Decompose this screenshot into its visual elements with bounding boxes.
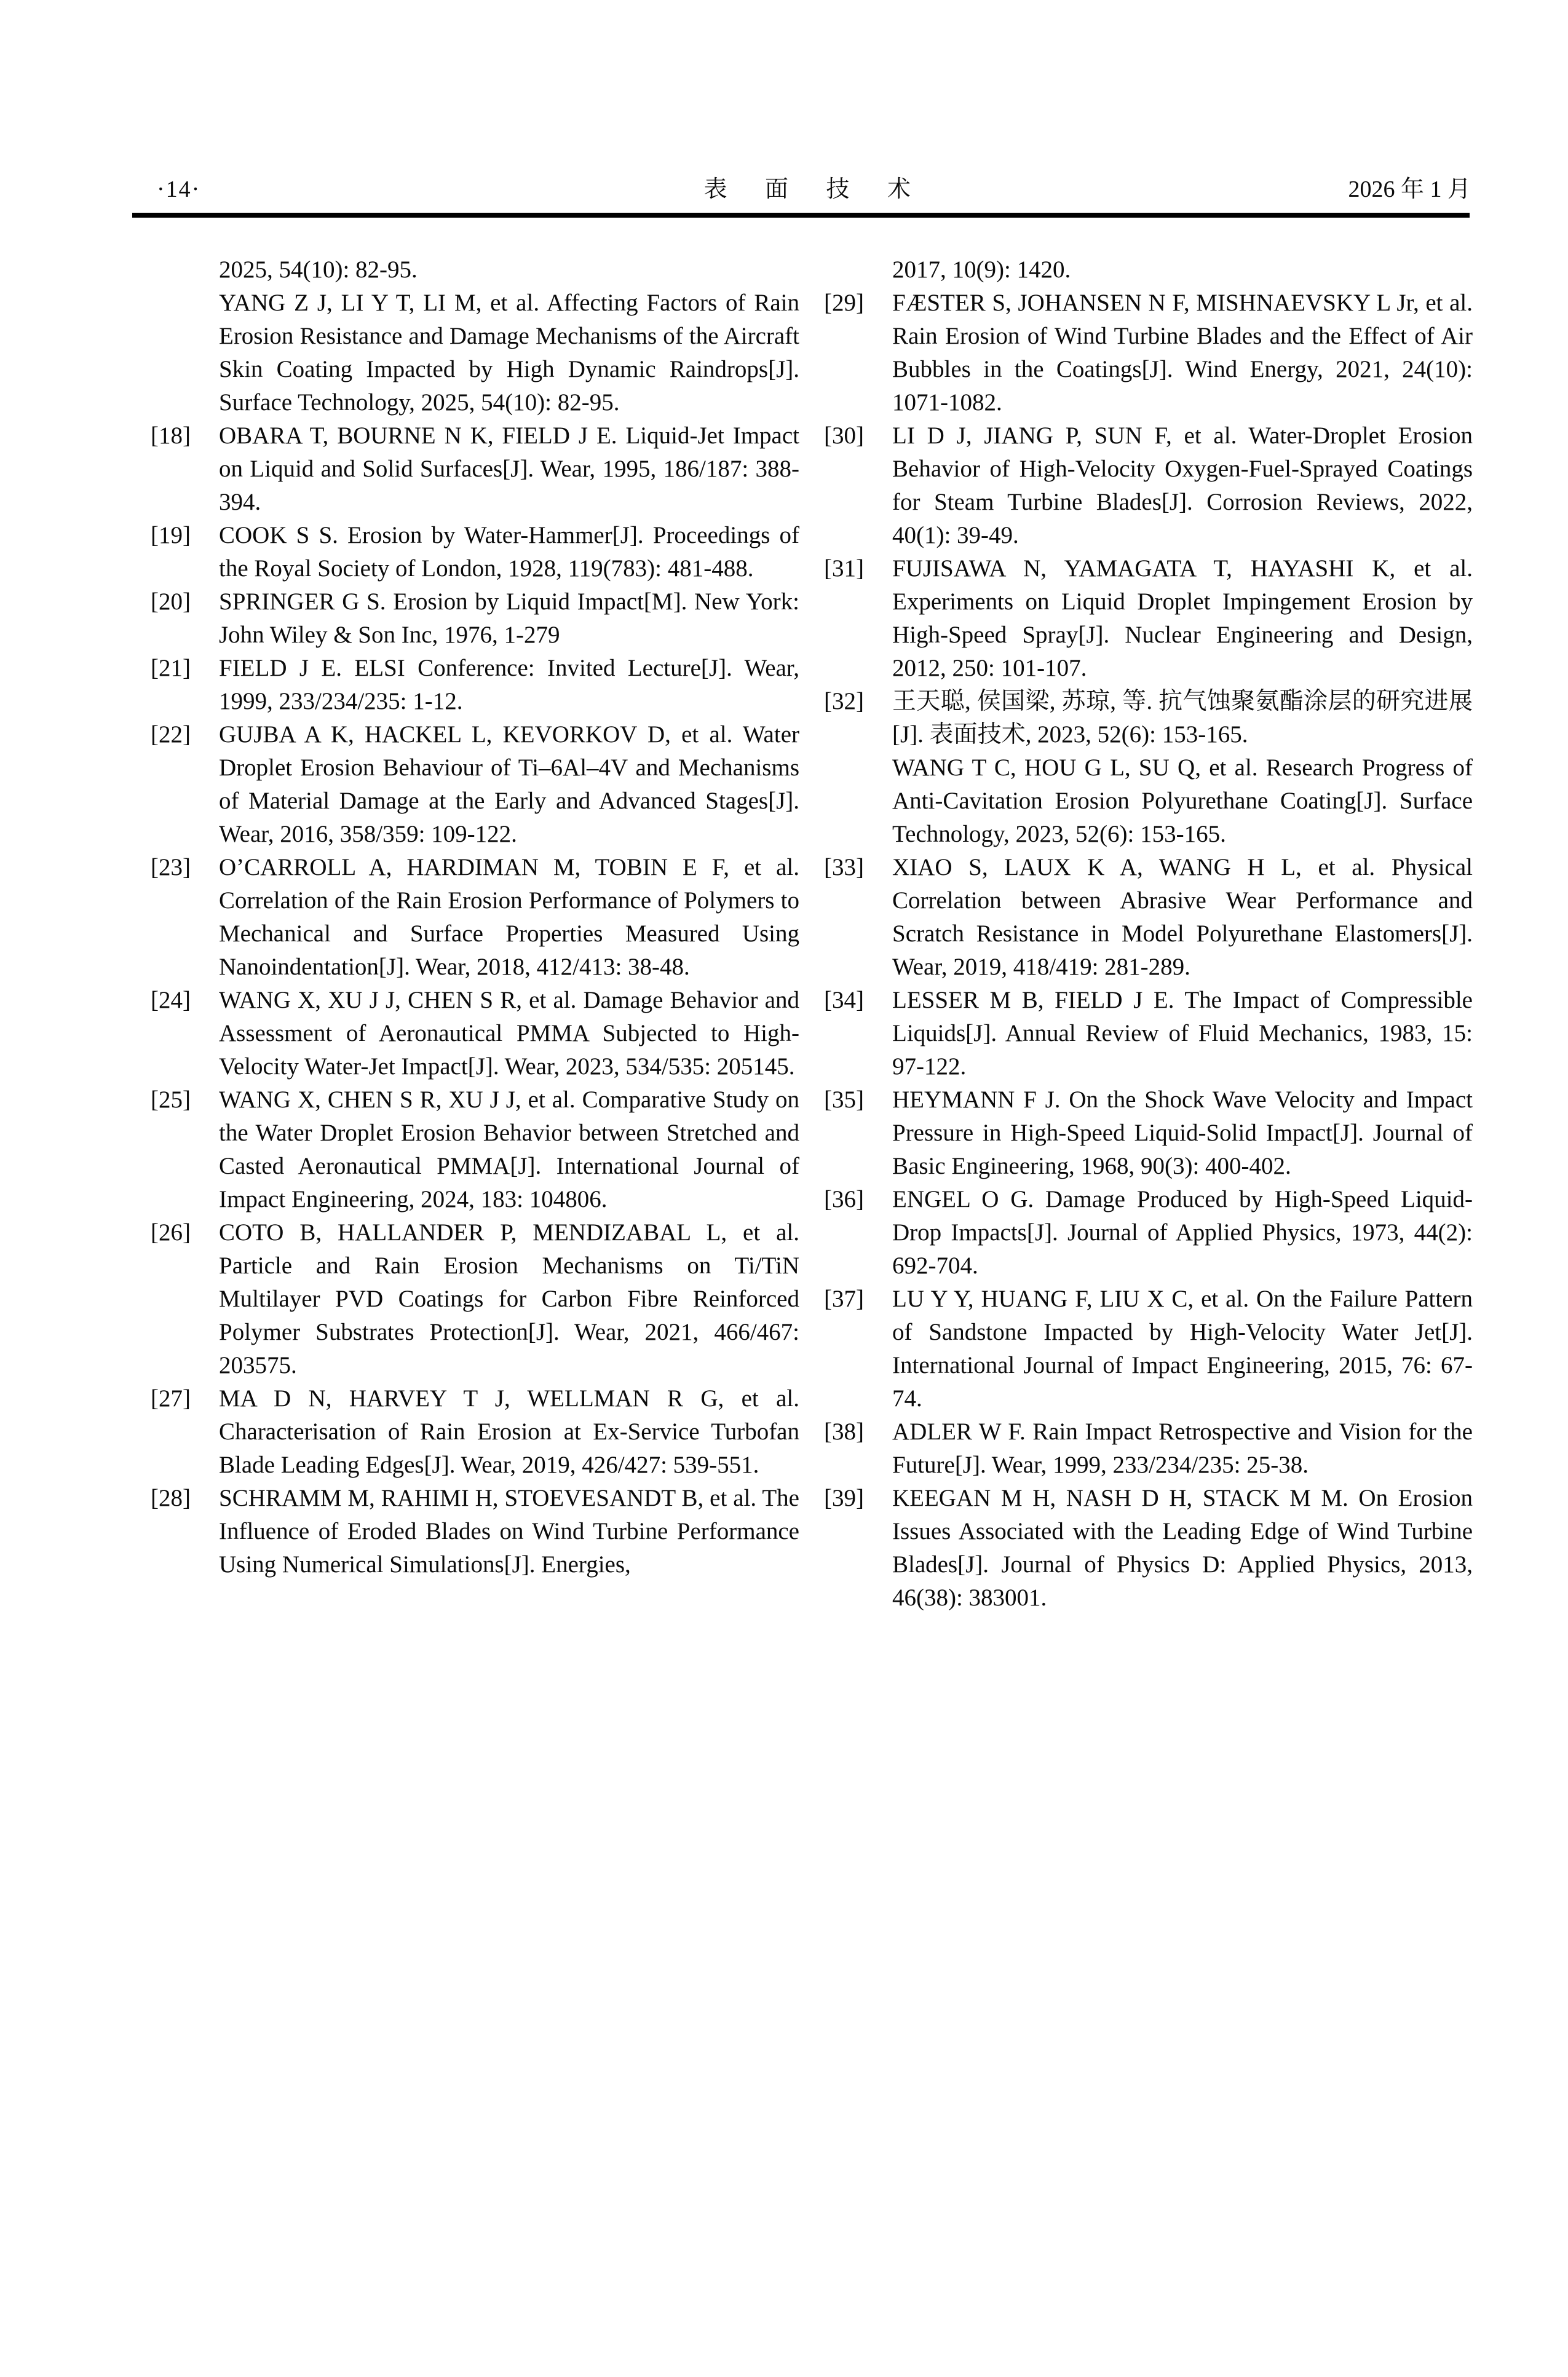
reference-number: [26]	[151, 1219, 191, 1246]
reference-entry	[824, 419, 1473, 552]
reference-text: YANG Z J, LI Y T, LI M, et al. Affecting Factors of Rain Erosion Resistance and Damage Mechanisms of the Aircraft Skin Coating Impacted by High Dynamic Raindrops[J]. Surface Technology, 2025, 54(10): 82-95.	[219, 290, 799, 416]
reference-entry	[151, 1382, 799, 1482]
reference-text: FIELD J E. ELSI Conference: Invited Lecture[J]. Wear, 1999, 233/234/235: 1-12.	[219, 655, 799, 714]
reference-entry	[151, 1216, 799, 1382]
reference-text: ADLER W F. Rain Impact Retrospective and Vision for the Future[J]. Wear, 1999, 233/234/235: 25-38.	[892, 1418, 1473, 1478]
reference-entry	[824, 1482, 1473, 1615]
references-column-right	[824, 253, 1473, 1615]
references-list	[151, 253, 1473, 1615]
reference-text: COTO B, HALLANDER P, MENDIZABAL L, et al. Particle and Rain Erosion Mechanisms on Ti/TiN Multilayer PVD Coatings for Carbon Fibre Reinforced Polymer Substrates Protection[J]. Wear, 2021, 466/467: 203575.	[219, 1219, 799, 1378]
reference-entry	[151, 1482, 799, 1581]
reference-number: [38]	[824, 1418, 864, 1445]
reference-number: [25]	[151, 1086, 191, 1113]
reference-entry	[151, 287, 799, 419]
reference-entry	[824, 253, 1473, 287]
references-column-left	[151, 253, 799, 1615]
reference-number: [30]	[824, 422, 864, 449]
reference-number: [20]	[151, 588, 191, 615]
reference-number: [18]	[151, 422, 191, 449]
reference-number: [33]	[824, 854, 864, 880]
reference-text: FÆSTER S, JOHANSEN N F, MISHNAEVSKY L Jr, et al. Rain Erosion of Wind Turbine Blades and the Effect of Air Bubbles in the Coatings[J]. Wind Energy, 2021, 24(10): 1071-1082.	[892, 290, 1473, 416]
reference-entry	[151, 652, 799, 718]
page-number: ·14·	[157, 176, 201, 202]
reference-text: OBARA T, BOURNE N K, FIELD J E. Liquid-Jet Impact on Liquid and Solid Surfaces[J]. Wear, 1995, 186/187: 388-394.	[219, 422, 799, 515]
reference-entry	[151, 253, 799, 287]
reference-text: WANG X, CHEN S R, XU J J, et al. Comparative Study on the Water Droplet Erosion Behavior between Stretched and Casted Aeronautical PMMA[J]. International Journal of Impact Engineering, 2024, 183: 104806.	[219, 1086, 799, 1212]
reference-number: [29]	[824, 290, 864, 316]
reference-text: 2017, 10(9): 1420.	[892, 256, 1071, 283]
reference-text: FUJISAWA N, YAMAGATA T, HAYASHI K, et al. Experiments on Liquid Droplet Impingement Erosion by High-Speed Spray[J]. Nuclear Engineering and Design, 2012, 250: 101-107.	[892, 555, 1473, 681]
reference-entry	[824, 552, 1473, 685]
reference-number: [37]	[824, 1286, 864, 1312]
reference-text: LESSER M B, FIELD J E. The Impact of Compressible Liquids[J]. Annual Review of Fluid Mechanics, 1983, 15: 97-122.	[892, 987, 1473, 1080]
reference-number: [28]	[151, 1485, 191, 1511]
reference-text: LI D J, JIANG P, SUN F, et al. Water-Droplet Erosion Behavior of High-Velocity Oxygen-Fuel-Sprayed Coatings for Steam Turbine Blades[J]. Corrosion Reviews, 2022, 40(1): 39-49.	[892, 422, 1473, 548]
reference-entry	[151, 851, 799, 984]
reference-entry	[151, 984, 799, 1083]
reference-number: [27]	[151, 1385, 191, 1412]
reference-number: [32]	[824, 688, 864, 714]
reference-text: COOK S S. Erosion by Water-Hammer[J]. Proceedings of the Royal Society of London, 1928, 119(783): 481-488.	[219, 522, 799, 582]
reference-number: [35]	[824, 1086, 864, 1113]
reference-text: SPRINGER G S. Erosion by Liquid Impact[M]. New York: John Wiley & Son Inc, 1976, 1-279	[219, 588, 799, 648]
reference-text: HEYMANN F J. On the Shock Wave Velocity and Impact Pressure in High-Speed Liquid-Solid Impact[J]. Journal of Basic Engineering, 1968, 90(3): 400-402.	[892, 1086, 1473, 1179]
journal-title: 表 面 技 术	[703, 176, 912, 202]
reference-entry	[151, 1083, 799, 1216]
reference-number: [21]	[151, 655, 191, 681]
reference-entry	[824, 851, 1473, 984]
reference-number: [36]	[824, 1186, 864, 1212]
reference-number: [19]	[151, 522, 191, 548]
reference-entry	[824, 1415, 1473, 1482]
reference-text: MA D N, HARVEY T J, WELLMAN R G, et al. Characterisation of Rain Erosion at Ex-Service Turbofan Blade Leading Edges[J]. Wear, 2019, 426/427: 539-551.	[219, 1385, 799, 1478]
header-rule	[132, 213, 1470, 218]
reference-entry	[824, 1183, 1473, 1283]
reference-text: 2025, 54(10): 82-95.	[219, 256, 418, 283]
page-header	[157, 176, 1471, 203]
reference-number: [24]	[151, 987, 191, 1013]
reference-entry	[824, 1083, 1473, 1183]
reference-text: O’CARROLL A, HARDIMAN M, TOBIN E F, et al. Correlation of the Rain Erosion Performance of Polymers to Mechanical and Surface Properties Measured Using Nanoindentation[J]. Wear, 2018, 412/413: 38-48.	[219, 854, 799, 980]
reference-entry	[151, 519, 799, 585]
reference-text: 王天聪, 侯国梁, 苏琼, 等. 抗气蚀聚氨酯涂层的研究进展[J]. 表面技术, 2023, 52(6): 153-165.	[892, 688, 1473, 748]
reference-entry	[151, 718, 799, 851]
reference-text: WANG T C, HOU G L, SU Q, et al. Research Progress of Anti-Cavitation Erosion Polyurethane Coating[J]. Surface Technology, 2023, 52(6): 153-165.	[892, 754, 1473, 847]
reference-text: WANG X, XU J J, CHEN S R, et al. Damage Behavior and Assessment of Aeronautical PMMA Subjected to High-Velocity Water-Jet Impact[J]. Wear, 2023, 534/535: 205145.	[219, 987, 799, 1080]
reference-entry	[824, 685, 1473, 751]
reference-text: ENGEL O G. Damage Produced by High-Speed Liquid-Drop Impacts[J]. Journal of Applied Physics, 1973, 44(2): 692-704.	[892, 1186, 1473, 1279]
reference-text: SCHRAMM M, RAHIMI H, STOEVESANDT B, et al. The Influence of Eroded Blades on Wind Turbine Performance Using Numerical Simulations[J]. Energies,	[219, 1485, 799, 1578]
reference-text: XIAO S, LAUX K A, WANG H L, et al. Physical Correlation between Abrasive Wear Performance and Scratch Resistance in Model Polyurethane Elastomers[J]. Wear, 2019, 418/419: 281-289.	[892, 854, 1473, 980]
reference-entry	[824, 287, 1473, 419]
reference-number: [23]	[151, 854, 191, 880]
reference-number: [22]	[151, 721, 191, 748]
reference-number: [31]	[824, 555, 864, 582]
reference-entry	[824, 984, 1473, 1083]
issue-date: 2026 年 1 月	[1348, 176, 1471, 202]
reference-entry	[824, 1283, 1473, 1415]
reference-number: [39]	[824, 1485, 864, 1511]
reference-entry	[151, 585, 799, 652]
reference-number: [34]	[824, 987, 864, 1013]
reference-entry	[151, 419, 799, 519]
reference-text: GUJBA A K, HACKEL L, KEVORKOV D, et al. Water Droplet Erosion Behaviour of Ti–6Al–4V and Mechanisms of Material Damage at the Early and Advanced Stages[J]. Wear, 2016, 358/359: 109-122.	[219, 721, 799, 847]
reference-entry	[824, 751, 1473, 851]
reference-text: LU Y Y, HUANG F, LIU X C, et al. On the Failure Pattern of Sandstone Impacted by High-Velocity Water Jet[J]. International Journal of Impact Engineering, 2015, 76: 67-74.	[892, 1286, 1473, 1412]
reference-text: KEEGAN M H, NASH D H, STACK M M. On Erosion Issues Associated with the Leading Edge of Wind Turbine Blades[J]. Journal of Physics D: Applied Physics, 2013, 46(38): 383001.	[892, 1485, 1473, 1611]
